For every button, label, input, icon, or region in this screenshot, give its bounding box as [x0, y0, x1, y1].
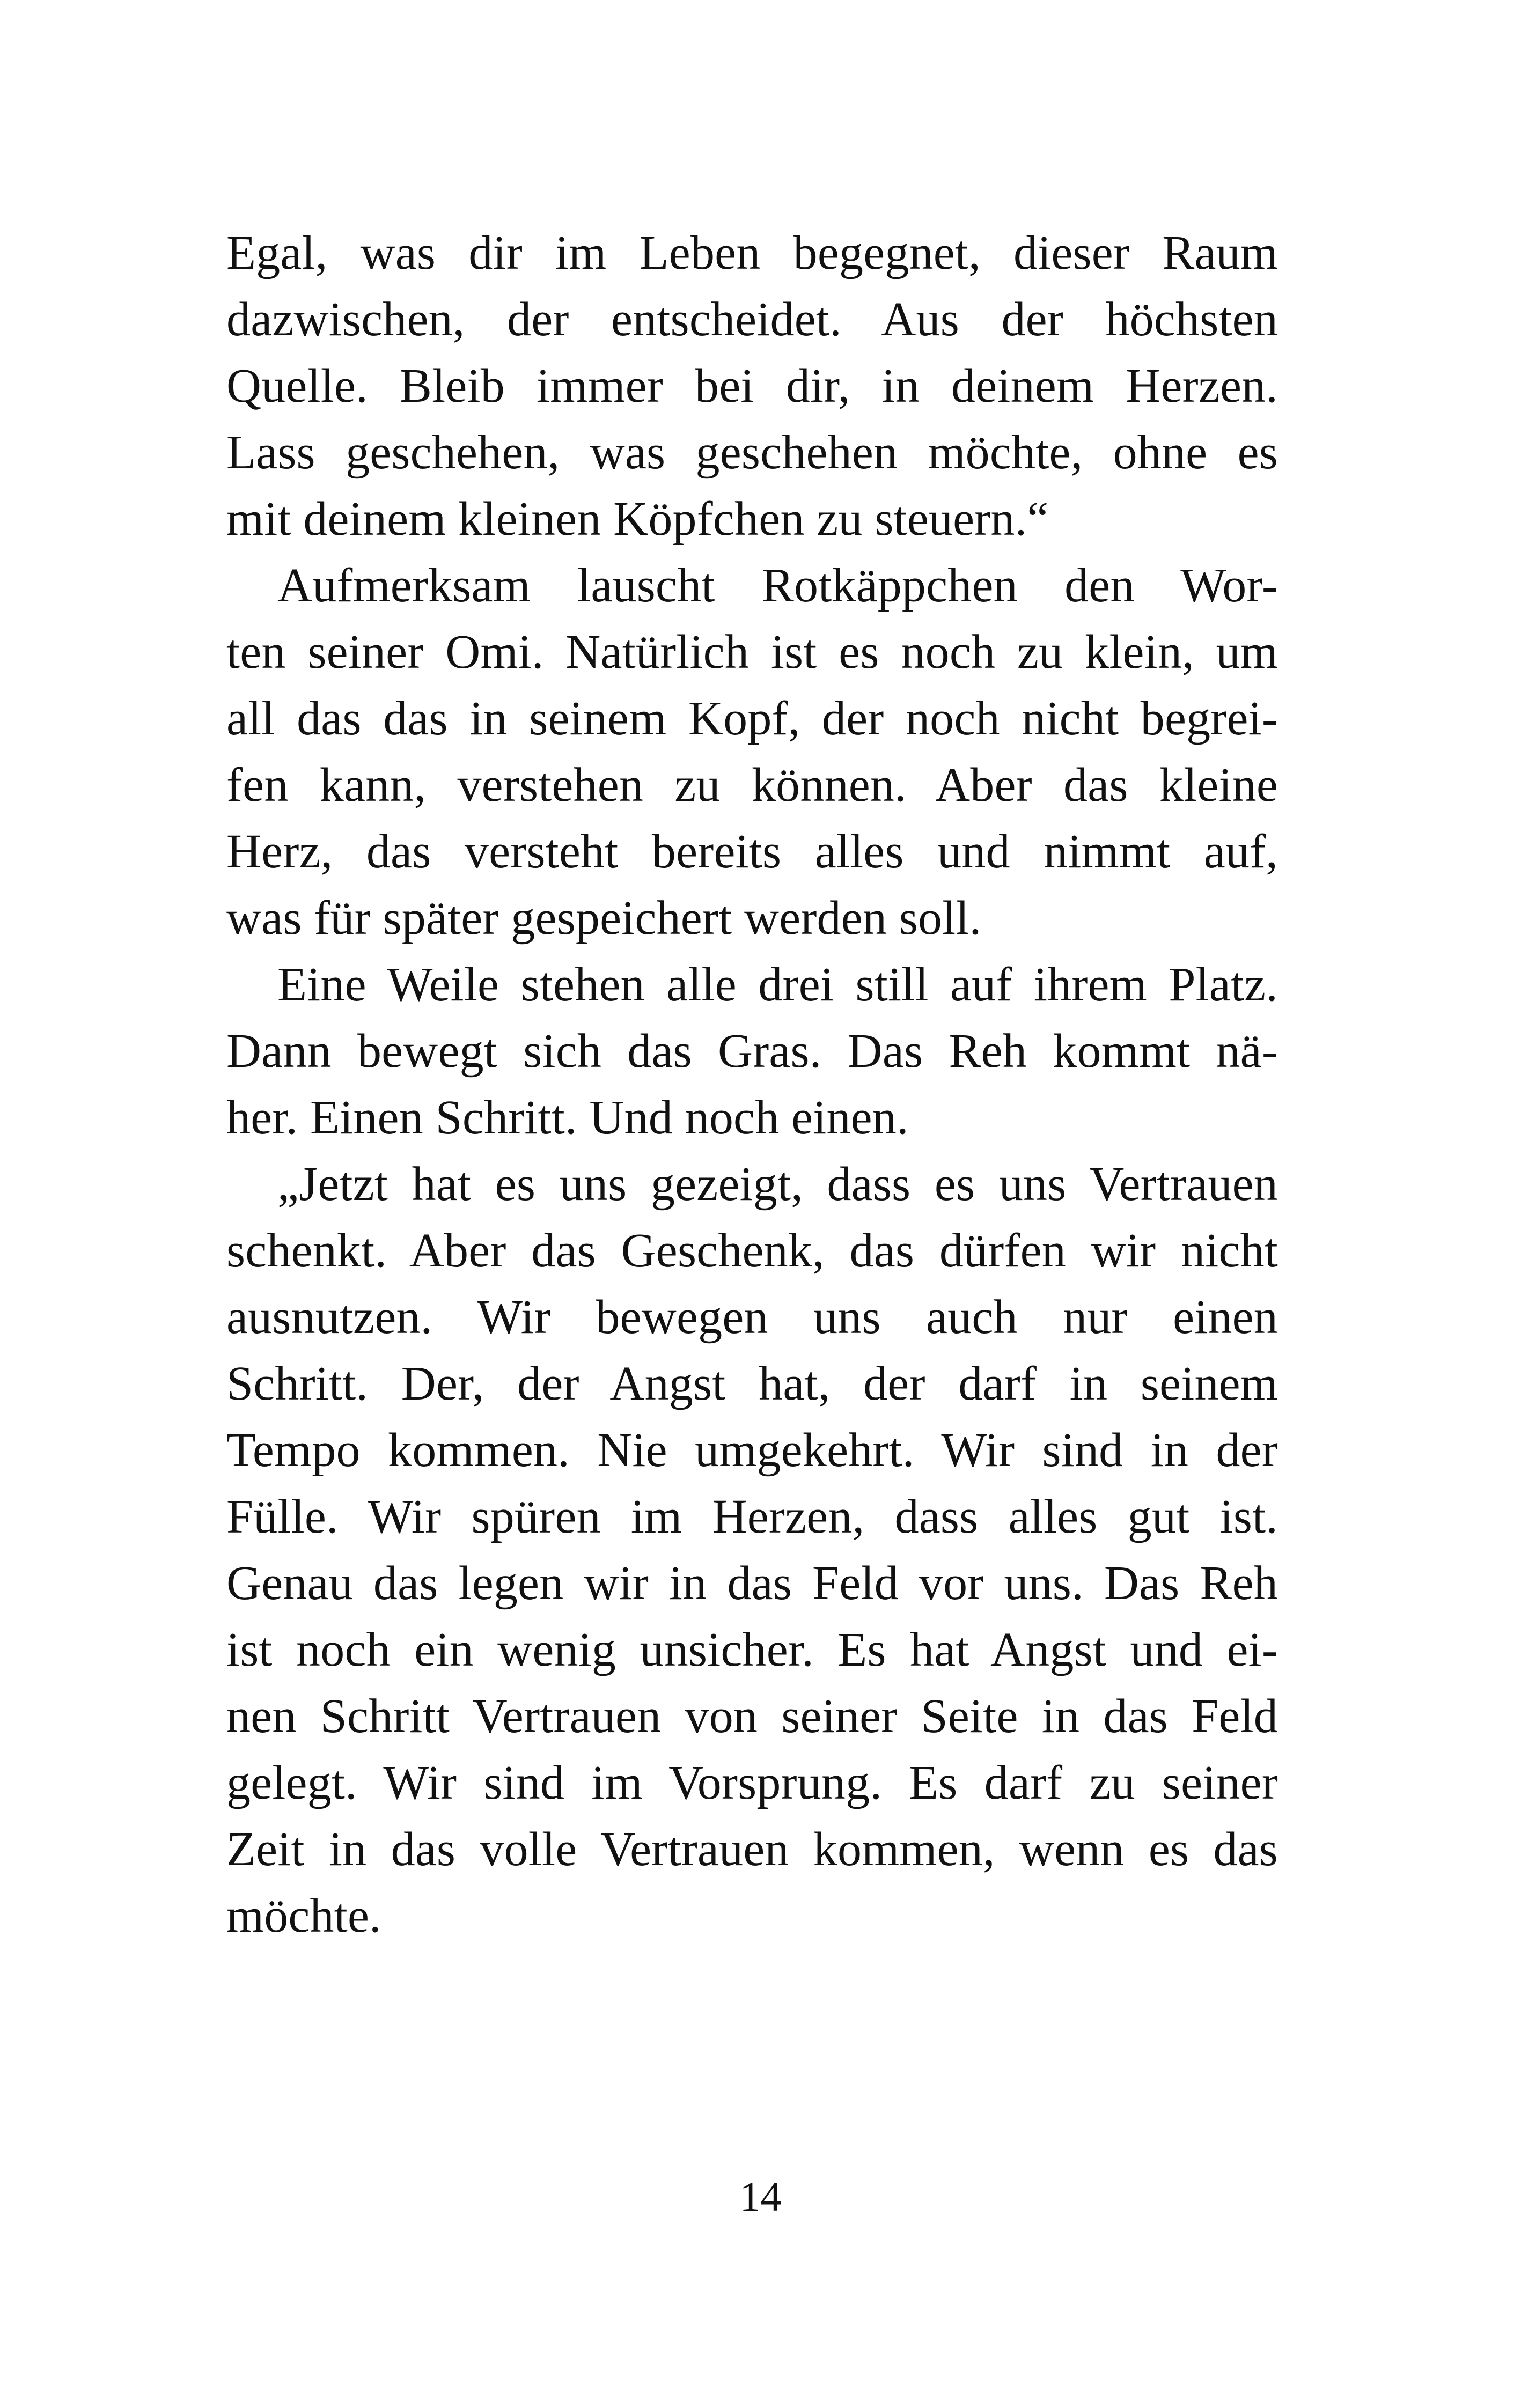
text-line: ten seiner Omi. Natürlich ist es noch zu klein, um [226, 625, 1278, 679]
text-line: schenkt. Aber das Geschenk, das dürfen wir nicht [226, 1224, 1278, 1277]
text-line: mit deinem kleinen Köpfchen zu steuern.“ [226, 492, 1049, 546]
text-line: Lass geschehen, was geschehen möchte, ohne es [226, 426, 1278, 479]
text-line: nen Schritt Vertrauen von seiner Seite in das Feld [226, 1690, 1278, 1743]
text-line: „Jetzt hat es uns gezeigt, dass es uns Vertrauen [277, 1158, 1278, 1211]
text-line: Fülle. Wir spüren im Herzen, dass alles gut ist. [226, 1490, 1278, 1543]
text-line: fen kann, verstehen zu können. Aber das kleine [226, 759, 1278, 812]
text-line: ausnutzen. Wir bewegen uns auch nur einen [226, 1291, 1278, 1344]
text-line: möchte. [226, 1889, 381, 1942]
text-line: Tempo kommen. Nie umgekehrt. Wir sind in der [226, 1424, 1278, 1477]
text-line: Aufmerksam lauscht Rotkäppchen den Wor- [277, 559, 1278, 612]
body-text [226, 220, 1278, 1949]
text-line: Quelle. Bleib immer bei dir, in deinem Herzen. [226, 359, 1278, 413]
text-line: was für später gespeichert werden soll. [226, 892, 982, 945]
text-line: Dann bewegt sich das Gras. Das Reh kommt nä- [226, 1025, 1278, 1078]
text-line: ist noch ein wenig unsicher. Es hat Angst und ei- [226, 1623, 1278, 1676]
page-number: 14 [739, 2173, 782, 2220]
text-line: Genau das legen wir in das Feld vor uns. Das Reh [226, 1557, 1278, 1610]
text-line: Egal, was dir im Leben begegnet, dieser Raum [226, 226, 1278, 279]
text-line: all das das in seinem Kopf, der noch nicht begrei- [226, 692, 1278, 745]
text-line: her. Einen Schritt. Und noch einen. [226, 1091, 909, 1144]
text-line: dazwischen, der entscheidet. Aus der höchsten [226, 293, 1278, 346]
text-line: Herz, das versteht bereits alles und nimmt auf, [226, 825, 1278, 878]
text-line: gelegt. Wir sind im Vorsprung. Es darf zu seiner [226, 1756, 1278, 1809]
text-line: Schritt. Der, der Angst hat, der darf in seinem [226, 1357, 1278, 1410]
text-line: Zeit in das volle Vertrauen kommen, wenn es das [226, 1823, 1278, 1876]
text-line: Eine Weile stehen alle drei still auf ihrem Platz. [277, 958, 1278, 1011]
